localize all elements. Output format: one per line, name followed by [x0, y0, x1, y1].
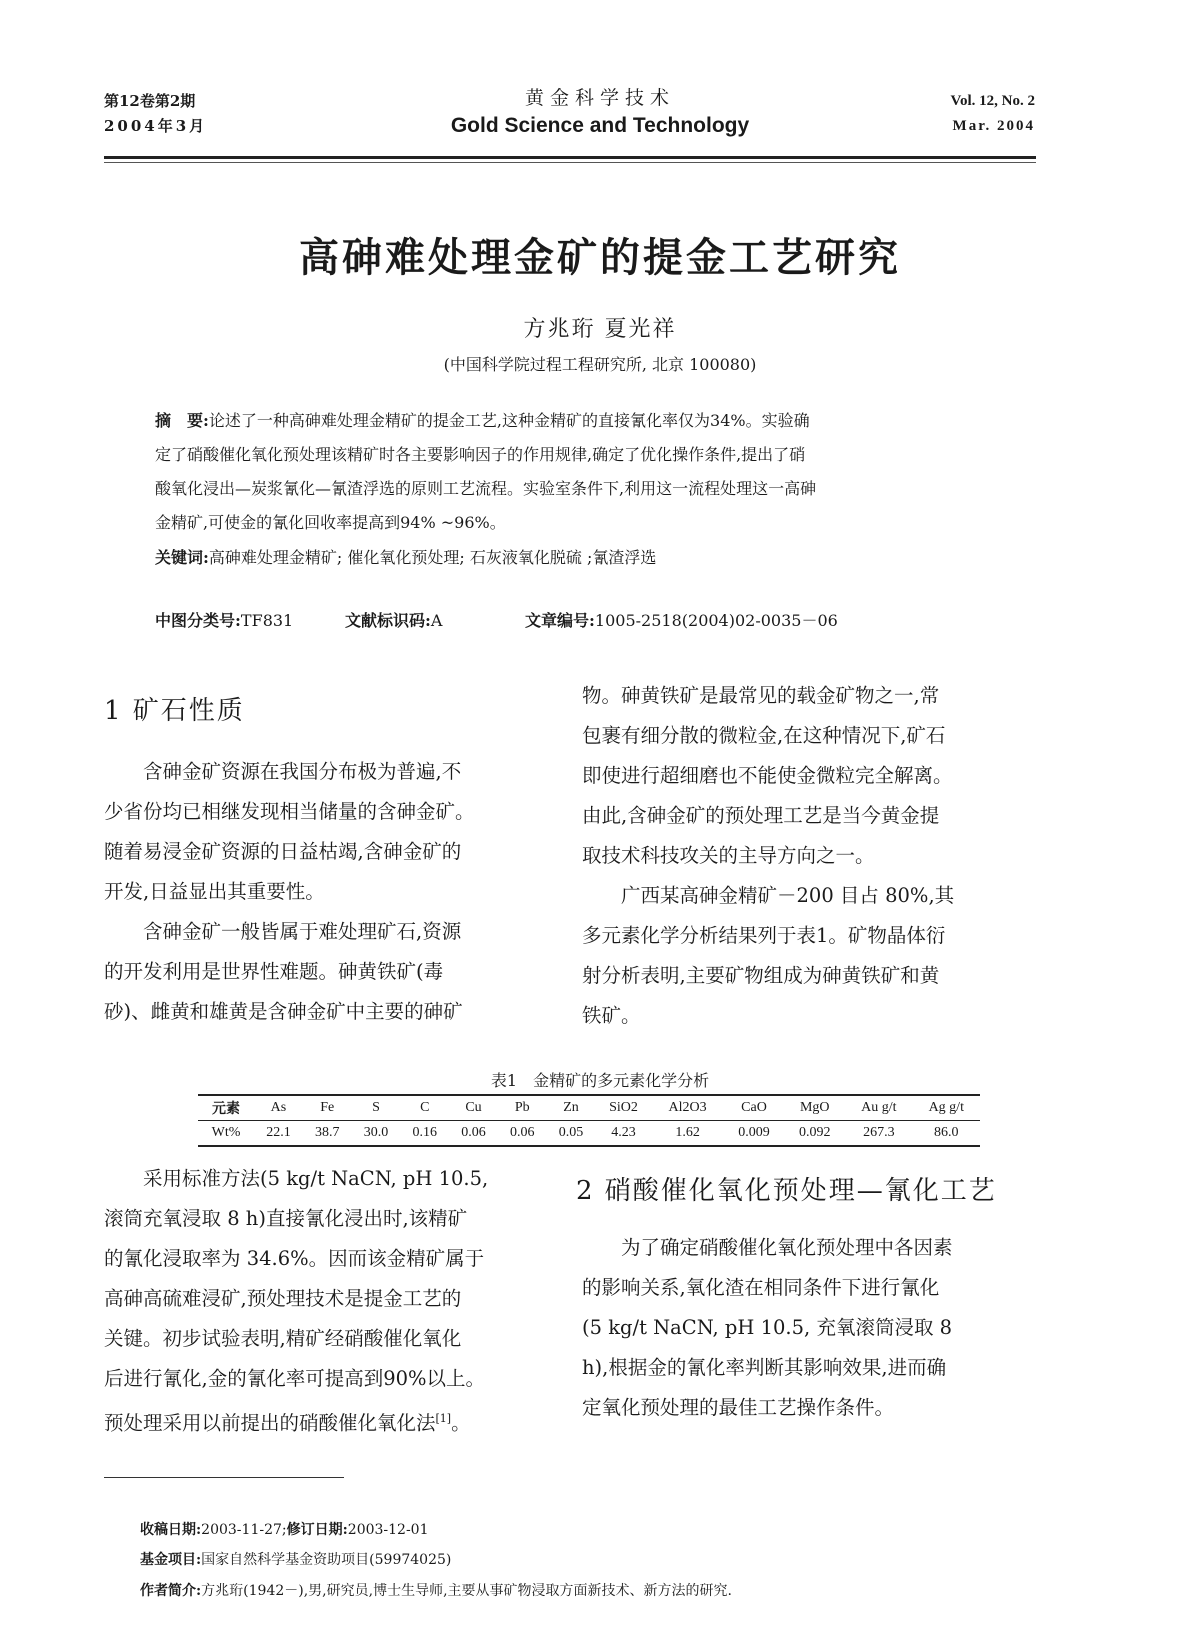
date-en: Mar. 2004 [952, 118, 1035, 134]
paragraph: 采用标准方法(5 kg/t NaCN, pH 10.5, 滚筒充氧浸取 8 h)直接氰化浸出时,该精矿 的氰化浸取率为 34.6%。因而该金精矿属于 高砷高硫难浸矿,预处理技术是提金工艺的 关键。初步试验表明,精矿经硝酸催化氧化 后进行氰化,金的氰化率可提高到90%以上。 预处理采用以前提出的硝酸催化氧化法[1]。 [104, 1167, 489, 1435]
table-cell: 元素 [198, 1095, 254, 1121]
section-1-text [104, 752, 534, 1032]
table-cell: Al2O3 [652, 1095, 724, 1121]
table-cell: 38.7 [303, 1121, 352, 1147]
table-cell: 4.23 [595, 1121, 651, 1147]
article-number: 文章编号:1005-2518(2004)02-0035－06 [525, 611, 838, 630]
table-cell: SiO2 [595, 1095, 651, 1121]
journal-title-en: Gold Science and Technology [450, 114, 750, 137]
table-cell: 0.06 [449, 1121, 498, 1147]
abstract-line-4: 金精矿,可使金的氰化回收率提高到94% ~96%。 [155, 513, 506, 532]
table-cell: 86.0 [913, 1121, 980, 1147]
abstract-label: 摘 要: [155, 411, 209, 430]
table-header-row [198, 1095, 980, 1121]
table-cell: Zn [547, 1095, 596, 1121]
paragraph: 含砷金矿资源在我国分布极为普遍,不 少省份均已相继发现相当储量的含砷金矿。 随着易浸金矿资源的日益枯竭,含砷金矿的 开发,日益显出其重要性。 [104, 760, 475, 903]
table-cell: Au g/t [845, 1095, 912, 1121]
table-cell: 0.05 [547, 1121, 596, 1147]
table-cell: 22.1 [254, 1121, 303, 1147]
table-cell: Fe [303, 1095, 352, 1121]
keywords-value: 高砷难处理金精矿; 催化氧化预处理; 石灰液氧化脱硫 ;氰渣浮选 [208, 548, 657, 567]
table-1-title: 表1 金精矿的多元素化学分析 [490, 1071, 710, 1090]
keywords [155, 545, 1025, 568]
paragraph: 含砷金矿一般皆属于难处理矿石,资源 的开发利用是世界性难题。砷黄铁矿(毒 砂)、雌黄和雄黄是含砷金矿中主要的砷矿 [104, 920, 463, 1023]
table-cell: Pb [498, 1095, 547, 1121]
table-cell: As [254, 1095, 303, 1121]
table-cell: 0.009 [724, 1121, 785, 1147]
table-cell: C [400, 1095, 449, 1121]
article-title: 高砷难处理金矿的提金工艺研究 [299, 234, 901, 281]
table-cell: 267.3 [845, 1121, 912, 1147]
table-cell: 30.0 [352, 1121, 401, 1147]
table-cell: 1.62 [652, 1121, 724, 1147]
table-1 [198, 1094, 980, 1147]
volume-issue-cn: 第12卷第2期 [104, 92, 196, 110]
paragraph: 物。砷黄铁矿是最常见的载金矿物之一,常 包裹有细分散的微粒金,在这种情况下,矿石 即使进行超细磨也不能使金微粒完全解离。 由此,含砷金矿的预处理工艺是当今黄金提 取技术科技攻关的主导方向之一。 [582, 684, 953, 867]
date-cn: 2004年3月 [104, 117, 208, 135]
footnote-dates: 收稿日期:2003-11-27;修订日期:2003-12-01 [140, 1522, 429, 1538]
table-cell: MgO [784, 1095, 845, 1121]
footnote-author-bio: 作者简介:方兆珩(1942－),男,研究员,博士生导师,主要从事矿物浸取方面新技术、新方法的研究. [140, 1583, 732, 1599]
keywords-label: 关键词: [155, 548, 209, 567]
table-cell: Ag g/t [913, 1095, 980, 1121]
table-cell: 0.092 [784, 1121, 845, 1147]
table-cell: 0.06 [498, 1121, 547, 1147]
article-authors: 方兆珩 夏光祥 [523, 317, 677, 342]
paragraph: 广西某高砷金精矿－200 目占 80%,其 多元素化学分析结果列于表1。矿物晶体衍 射分析表明,主要矿物组成为砷黄铁矿和黄 铁矿。 [582, 884, 955, 1027]
table-cell: 0.16 [400, 1121, 449, 1147]
left-column-bottom [104, 1159, 534, 1444]
journal-title-cn: 黄金科学技术 [524, 87, 675, 109]
article-affiliation: (中国科学院过程工程研究所, 北京 100080) [443, 355, 757, 374]
right-column-top [582, 676, 1012, 1036]
abstract-line-2: 定了硝酸催化氧化预处理该精矿时各主要影响因子的作用规律,确定了优化操作条件,提出了硝 [155, 445, 806, 464]
clc-number: 中图分类号:TF831 [155, 611, 294, 630]
table-cell: CaO [724, 1095, 785, 1121]
document-code: 文献标识码:A [345, 611, 443, 630]
abstract-line-3: 酸氧化浸出—炭浆氰化—氰渣浮选的原则工艺流程。实验室条件下,利用这一流程处理这一高砷 [155, 479, 817, 498]
section-1-heading: 1 矿石性质 [104, 696, 245, 726]
abstract-line-1: 摘 要:论述了一种高砷难处理金精矿的提金工艺,这种金精矿的直接氰化率仅为34%。实验确 [155, 411, 810, 430]
table-row [198, 1121, 980, 1147]
citation-ref: [1] [435, 1412, 452, 1425]
header-rule-thin [104, 162, 1036, 163]
table-cell: Wt% [198, 1121, 254, 1147]
footnote-funding: 基金项目:国家自然科学基金资助项目(59974025) [140, 1552, 452, 1568]
section-2-text [582, 1228, 1012, 1428]
volume-issue-en: Vol. 12, No. 2 [950, 93, 1035, 109]
header-rule-thick [104, 156, 1036, 159]
table-cell: S [352, 1095, 401, 1121]
footnote-rule [104, 1477, 344, 1478]
paragraph: 为了确定硝酸催化氧化预处理中各因素 的影响关系,氧化渣在相同条件下进行氰化 (5 kg/t NaCN, pH 10.5, 充氧滚筒浸取 8 h),根据金的氰化率判断其影响效果,进而确 定氧化预处理的最佳工艺操作条件。 [582, 1236, 953, 1419]
table-cell: Cu [449, 1095, 498, 1121]
abstract [155, 404, 1025, 540]
section-2-heading: 2 硝酸催化氧化预处理—氰化工艺 [576, 1176, 997, 1206]
